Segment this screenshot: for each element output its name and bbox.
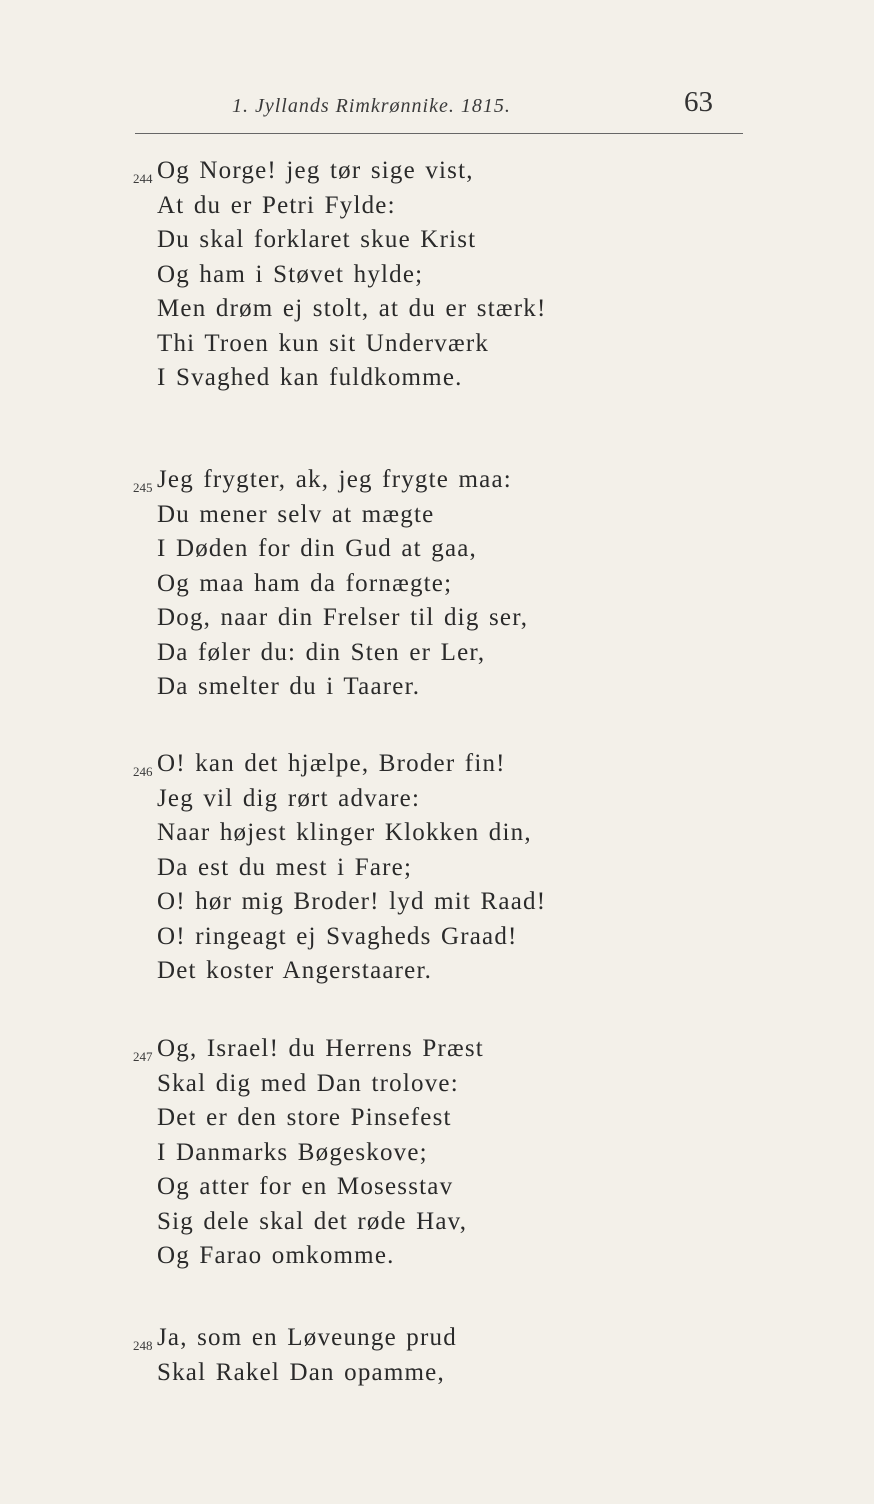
verse-line: Thi Troen kun sit Underværk (157, 329, 490, 357)
stanza-number: 248 (133, 1338, 153, 1353)
stanza-number: 246 (133, 764, 153, 779)
verse-line: Skal dig med Dan trolove: (157, 1069, 459, 1097)
stanza-number: 244 (133, 171, 153, 186)
verse-line: Naar højest klinger Klokken din, (157, 819, 532, 846)
verse-line: Og, Israel! du Herrens Præst (157, 1035, 484, 1062)
page-number: 63 (684, 86, 713, 118)
page-header (0, 0, 874, 140)
verse-line: Og Norge! jeg tør sige vist, (157, 157, 474, 184)
verse-line: O! ringeagt ej Svagheds Graad! (157, 922, 518, 950)
stanza-number: 247 (133, 1049, 153, 1064)
stanza-number: 245 (133, 480, 153, 495)
running-head: 1. Jyllands Rimkrønnike. 1815. (232, 95, 511, 117)
verse-line: Det koster Angerstaarer. (157, 957, 433, 984)
verse-line: Og maa ham da fornægte; (157, 569, 453, 597)
verse-line: Og Farao omkomme. (157, 1242, 395, 1269)
verse-line: Ja, som en Løveunge prud (157, 1324, 457, 1351)
verse-line: Dog, naar din Frelser til dig ser, (157, 604, 529, 631)
verse-line: Det er den store Pinsefest (157, 1104, 452, 1131)
verse-line: I Danmarks Bøgeskove; (157, 1138, 428, 1166)
verse-line: I Døden for din Gud at gaa, (157, 535, 478, 562)
verse-line: Du skal forklaret skue Krist (157, 226, 477, 253)
verse-line: At du er Petri Fylde: (157, 191, 396, 219)
verse-line: Men drøm ej stolt, at du er stærk! (157, 295, 547, 322)
verse-line: Og atter for en Mosesstav (157, 1173, 454, 1200)
header-rule (135, 133, 743, 134)
verse-line: Sig dele skal det røde Hav, (157, 1207, 468, 1235)
verse-line: Da føler du: din Sten er Ler, (157, 638, 486, 666)
verse-line: Skal Rakel Dan opamme, (157, 1358, 445, 1386)
verse-line: O! hør mig Broder! lyd mit Raad! (157, 888, 547, 915)
verse-line: Da est du mest i Fare; (157, 853, 413, 881)
verse-line: Jeg vil dig rørt advare: (157, 784, 421, 812)
verse-line: I Svaghed kan fuldkomme. (157, 364, 463, 391)
verse-line: Du mener selv at mægte (157, 500, 435, 528)
verse-line: Jeg frygter, ak, jeg frygte maa: (157, 466, 512, 493)
verse-line: O! kan det hjælpe, Broder fin! (157, 750, 506, 777)
verse-line: Da smelter du i Taarer. (157, 673, 421, 700)
verse-line: Og ham i Støvet hylde; (157, 260, 424, 288)
